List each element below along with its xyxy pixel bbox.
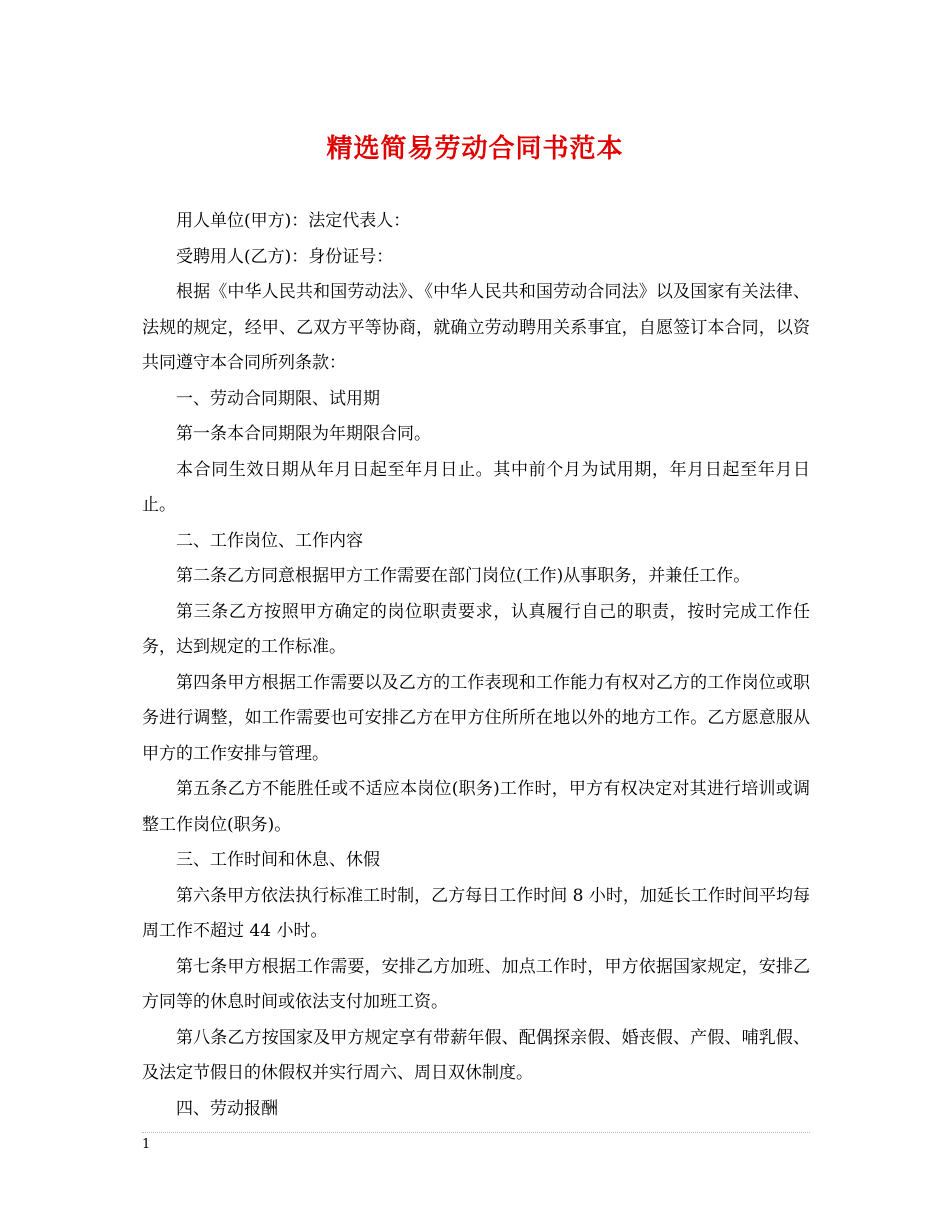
document-body xyxy=(142,204,810,1127)
section-heading-2: 二、工作岗位、工作内容 xyxy=(176,530,363,551)
article-1: 第一条本合同期限为年期限合同。 xyxy=(176,424,431,444)
paragraph-employee: 受聘用人(乙方)：身份证号： xyxy=(176,246,394,267)
article-8: 第八条乙方按国家及甲方规定享有带薪年假、配偶探亲假、婚丧假、产假、哺乳假、及法定节假日的休假权并实行周六、周日双休制度。 xyxy=(142,1027,810,1083)
page-number: 1 xyxy=(142,1137,151,1152)
article-6: 第六条甲方依法执行标准工时制，乙方每日工作时间 8 小时，加延长工作时间平均每周工作不超过 44 小时。 xyxy=(142,885,810,941)
paragraph-effective-date: 本合同生效日期从年月日起至年月日止。其中前个月为试用期，年月日起至年月日止。 xyxy=(142,459,810,515)
paragraph-employer: 用人单位(甲方)：法定代表人： xyxy=(176,211,411,231)
section-heading-3: 三、工作时间和休息、休假 xyxy=(176,850,380,870)
section-heading-4: 四、劳动报酬 xyxy=(176,1098,278,1119)
paragraph-preamble: 根据《中华人民共和国劳动法》、《中华人民共和国劳动合同法》以及国家有关法律、法规的规定，经甲、乙双方平等协商，就确立劳动聘用关系事宜，自愿签订本合同，以资共同遵守本合同所列条款： xyxy=(142,282,810,373)
article-4: 第四条甲方根据工作需要以及乙方的工作表现和工作能力有权对乙方的工作岗位或职务进行调整，如工作需要也可安排乙方在甲方住所所在地以外的地方工作。乙方愿意服从甲方的工作安排与管理。 xyxy=(142,672,810,764)
article-3: 第三条乙方按照甲方确定的岗位职责要求，认真履行自己的职责，按时完成工作任务，达到规定的工作标准。 xyxy=(142,601,810,657)
article-5: 第五条乙方不能胜任或不适应本岗位(职务)工作时，甲方有权决定对其进行培训或调整工作岗位(职务)。 xyxy=(142,779,810,835)
document-title: 精选简易劳动合同书范本 xyxy=(326,134,624,164)
section-heading-1: 一、劳动合同期限、试用期 xyxy=(176,388,380,409)
footer-divider xyxy=(142,1132,810,1133)
article-7: 第七条甲方根据工作需要，安排乙方加班、加点工作时，甲方依据国家规定，安排乙方同等的休息时间或依法支付加班工资。 xyxy=(142,956,810,1012)
article-2: 第二条乙方同意根据甲方工作需要在部门岗位(工作)从事职务，并兼任工作。 xyxy=(176,566,751,586)
